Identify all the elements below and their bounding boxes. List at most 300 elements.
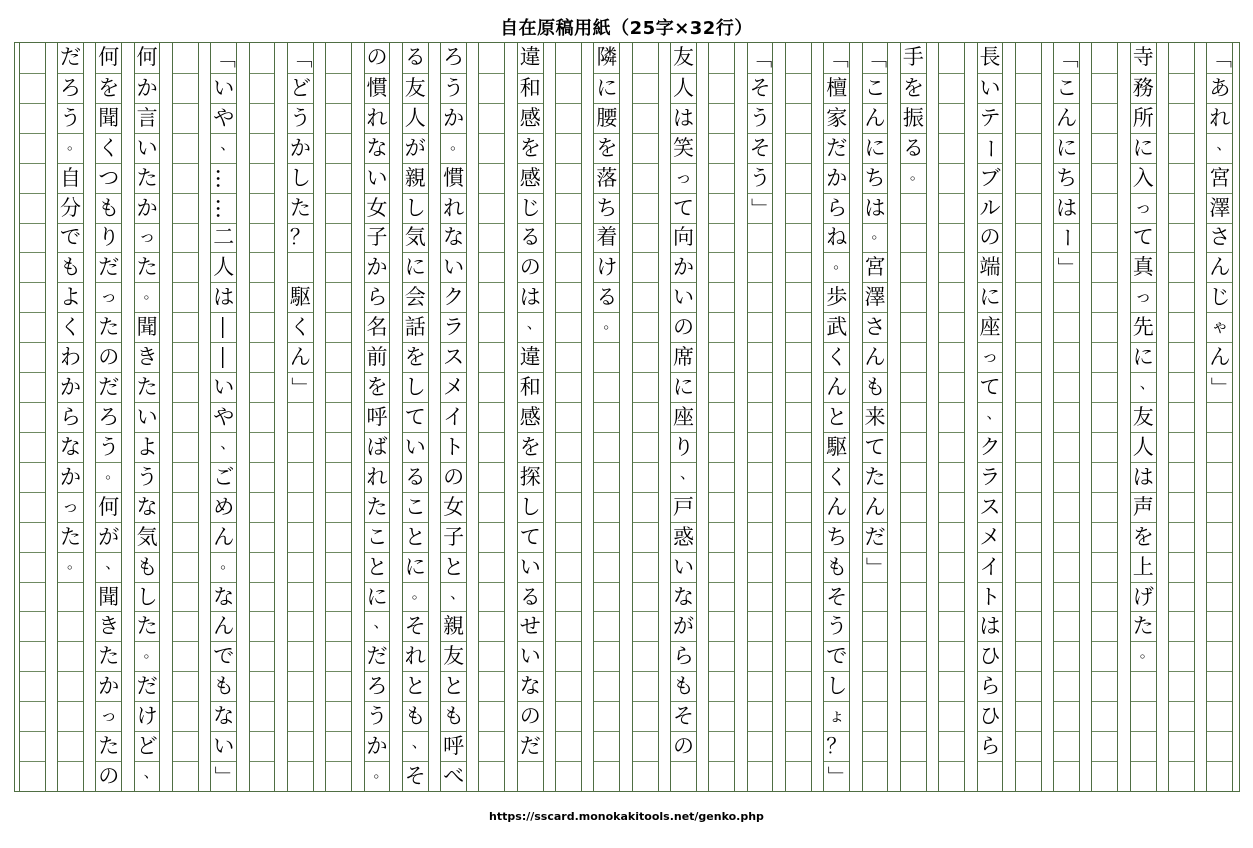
grid-cell (633, 462, 658, 492)
grid-cell (786, 103, 811, 133)
manuscript-char: 声 (1132, 494, 1154, 519)
grid-cell (709, 761, 734, 791)
grid-cell (1092, 103, 1117, 133)
grid-cell (173, 43, 198, 73)
manuscript-char: た (59, 524, 81, 549)
grid-cell (20, 133, 45, 163)
grid-cell (250, 402, 275, 432)
grid-cell (978, 163, 1003, 193)
manuscript-char: か (443, 105, 465, 130)
grid-cell (786, 282, 811, 312)
grid-cell (1169, 103, 1194, 133)
grid-cell (58, 133, 83, 163)
grid-cell (1207, 492, 1232, 522)
manuscript-char: う (59, 105, 81, 130)
grid-cell (441, 462, 466, 492)
grid-cell (96, 73, 121, 103)
grid-cell (786, 641, 811, 671)
manuscript-char: た (98, 644, 120, 669)
grid-cell (863, 522, 888, 552)
grid-cell (365, 641, 390, 671)
grid-cell (748, 701, 773, 731)
manuscript-char: 寺 (1132, 45, 1154, 70)
grid-cell (173, 372, 198, 402)
grid-cell (365, 312, 390, 342)
manuscript-char: れ (1209, 105, 1231, 130)
grid-cell (556, 462, 581, 492)
grid-cell (518, 133, 543, 163)
grid-cell (1016, 492, 1041, 522)
grid-cell (939, 671, 964, 701)
grid-cell (824, 73, 849, 103)
grid-cell (901, 193, 926, 223)
grid-cell (250, 671, 275, 701)
grid-cell (978, 701, 1003, 731)
grid-cell (1016, 133, 1041, 163)
manuscript-char: い (404, 434, 426, 459)
grid-cell (1054, 43, 1079, 73)
grid-cell (594, 522, 619, 552)
grid-cell (518, 342, 543, 372)
grid-cell (1092, 701, 1117, 731)
grid-cell (1131, 73, 1156, 103)
grid-cell (288, 133, 313, 163)
grid-cell (786, 372, 811, 402)
grid-cell (556, 761, 581, 791)
grid-cell (633, 522, 658, 552)
grid-cell (518, 103, 543, 133)
manuscript-char: い (136, 404, 158, 429)
manuscript-char: こ (1056, 75, 1078, 100)
manuscript-char: よ (59, 285, 81, 310)
grid-cell (326, 252, 351, 282)
grid-cell (250, 731, 275, 761)
manuscript-char: り (672, 434, 694, 459)
grid-cell (939, 223, 964, 253)
grid-cell (786, 582, 811, 612)
grid-cell (326, 492, 351, 522)
grid-cell (709, 312, 734, 342)
grid-cell (824, 43, 849, 73)
grid-cell (1092, 43, 1117, 73)
grid-cell (1016, 671, 1041, 701)
grid-cell (518, 701, 543, 731)
manuscript-char: 何 (98, 494, 120, 519)
manuscript-char: の (519, 255, 541, 280)
grid-cell (709, 462, 734, 492)
manuscript-char: 「 (212, 47, 237, 69)
manuscript-char: か (826, 165, 848, 190)
grid-cell (403, 492, 428, 522)
grid-cell (939, 43, 964, 73)
manuscript-char: そ (404, 764, 426, 789)
manuscript-char: 、 (143, 763, 159, 782)
grid-cell (633, 372, 658, 402)
grid-cell (250, 432, 275, 462)
grid-cell (671, 282, 696, 312)
grid-cell (633, 342, 658, 372)
manuscript-char: 駆 (289, 285, 311, 310)
manuscript-char: つ (98, 165, 120, 190)
grid-cell (479, 252, 504, 282)
grid-cell (1169, 731, 1194, 761)
grid-cell (748, 761, 773, 791)
manuscript-char: っ (1134, 197, 1152, 218)
manuscript-char: か (59, 375, 81, 400)
grid-cell (824, 492, 849, 522)
grid-cell (748, 282, 773, 312)
manuscript-char: 澤 (864, 285, 886, 310)
grid-cell (288, 582, 313, 612)
grid-cell (824, 282, 849, 312)
manuscript-char: 感 (519, 105, 541, 130)
manuscript-char: し (136, 584, 158, 609)
grid-cell (1016, 522, 1041, 552)
grid-cell (1207, 522, 1232, 552)
grid-cell (594, 761, 619, 791)
grid-cell (518, 163, 543, 193)
grid-cell (633, 641, 658, 671)
manuscript-char: い (672, 554, 694, 579)
grid-cell (748, 372, 773, 402)
grid-cell (671, 103, 696, 133)
grid-cell (556, 701, 581, 731)
manuscript-char: メ (443, 375, 465, 400)
grid-cell (978, 641, 1003, 671)
grid-cell (135, 43, 160, 73)
grid-cell (1054, 193, 1079, 223)
grid-cell (939, 582, 964, 612)
manuscript-char: は (979, 614, 1001, 639)
manuscript-char: や (213, 404, 235, 429)
grid-cell (403, 282, 428, 312)
grid-cell (58, 432, 83, 462)
manuscript-char: に (672, 375, 694, 400)
manuscript-char: け (136, 704, 158, 729)
manuscript-char: 友 (404, 75, 426, 100)
grid-cell (326, 193, 351, 223)
grid-cell (863, 133, 888, 163)
grid-cell (211, 402, 236, 432)
grid-cell (441, 402, 466, 432)
grid-cell (135, 611, 160, 641)
manuscript-char: 、 (373, 613, 389, 632)
grid-cell (96, 282, 121, 312)
grid-cell (1207, 73, 1232, 103)
grid-cell (441, 701, 466, 731)
grid-cell (824, 552, 849, 582)
grid-cell (365, 402, 390, 432)
grid-cell (518, 252, 543, 282)
manuscript-char: 友 (443, 644, 465, 669)
grid-cell (479, 163, 504, 193)
grid-cell (96, 372, 121, 402)
manuscript-char: ど (289, 75, 311, 100)
grid-cell (1054, 402, 1079, 432)
grid-cell (479, 193, 504, 223)
grid-cell (1054, 492, 1079, 522)
grid-cell (939, 462, 964, 492)
manuscript-line (210, 43, 237, 791)
grid-cell (901, 671, 926, 701)
grid-cell (939, 163, 964, 193)
grid-cell (594, 402, 619, 432)
manuscript-line (555, 43, 582, 791)
grid-cell (135, 163, 160, 193)
manuscript-char: 惑 (672, 524, 694, 549)
manuscript-char: を (1132, 524, 1154, 549)
grid-cell (326, 402, 351, 432)
manuscript-char: イ (443, 404, 465, 429)
grid-cell (901, 133, 926, 163)
grid-cell (365, 43, 390, 73)
grid-cell (288, 641, 313, 671)
grid-cell (748, 731, 773, 761)
grid-cell (211, 761, 236, 791)
grid-cell (1016, 342, 1041, 372)
grid-cell (748, 402, 773, 432)
manuscript-char: 呼 (366, 404, 388, 429)
manuscript-char: い (519, 554, 541, 579)
manuscript-char: 」 (748, 197, 773, 219)
grid-cell (403, 611, 428, 641)
manuscript-char: べ (443, 764, 465, 789)
grid-cell (479, 372, 504, 402)
manuscript-char: 。 (909, 164, 925, 183)
grid-cell (709, 73, 734, 103)
grid-cell (1092, 492, 1117, 522)
grid-cell (20, 252, 45, 282)
grid-cell (250, 761, 275, 791)
grid-cell (556, 671, 581, 701)
grid-cell (709, 342, 734, 372)
manuscript-char: も (826, 554, 848, 579)
grid-cell (20, 611, 45, 641)
manuscript-char: か (98, 674, 120, 699)
manuscript-char: 親 (443, 614, 465, 639)
grid-cell (365, 671, 390, 701)
manuscript-char: う (98, 434, 120, 459)
grid-cell (1054, 282, 1079, 312)
grid-cell (173, 133, 198, 163)
grid-cell (20, 522, 45, 552)
manuscript-char: て (672, 195, 694, 220)
grid-cell (863, 103, 888, 133)
grid-cell (58, 223, 83, 253)
manuscript-line (823, 43, 850, 791)
grid-cell (786, 522, 811, 552)
grid-cell (978, 582, 1003, 612)
manuscript-char: 「 (1055, 47, 1080, 69)
grid-cell (135, 641, 160, 671)
grid-cell (441, 731, 466, 761)
grid-cell (211, 43, 236, 73)
manuscript-char: 入 (1132, 165, 1154, 190)
grid-cell (211, 223, 236, 253)
manuscript-line (593, 43, 620, 791)
grid-cell (326, 582, 351, 612)
manuscript-char: ラ (979, 464, 1001, 489)
grid-cell (824, 402, 849, 432)
grid-cell (1169, 671, 1194, 701)
grid-cell (978, 492, 1003, 522)
grid-cell (786, 731, 811, 761)
manuscript-char: ら (979, 674, 1001, 699)
grid-cell (633, 193, 658, 223)
grid-cell (1169, 372, 1194, 402)
manuscript-char: う (136, 464, 158, 489)
grid-cell (173, 641, 198, 671)
grid-cell (250, 552, 275, 582)
grid-cell (135, 312, 160, 342)
manuscript-char: な (672, 584, 694, 609)
grid-cell (96, 671, 121, 701)
grid-cell (709, 552, 734, 582)
grid-cell (135, 342, 160, 372)
grid-cell (901, 462, 926, 492)
grid-cell (1092, 522, 1117, 552)
grid-cell (1207, 761, 1232, 791)
grid-cell (326, 312, 351, 342)
grid-cell (863, 611, 888, 641)
grid-cell (288, 43, 313, 73)
manuscript-char: 腰 (596, 105, 618, 130)
grid-cell (20, 223, 45, 253)
grid-cell (863, 761, 888, 791)
grid-cell (211, 552, 236, 582)
grid-cell (518, 193, 543, 223)
grid-cell (633, 43, 658, 73)
grid-cell (1131, 193, 1156, 223)
grid-cell (939, 552, 964, 582)
manuscript-char: ち (1056, 165, 1078, 190)
grid-cell (1092, 761, 1117, 791)
grid-cell (250, 492, 275, 522)
grid-cell (20, 193, 45, 223)
grid-cell (901, 402, 926, 432)
grid-cell (863, 492, 888, 522)
manuscript-char: れ (404, 644, 426, 669)
manuscript-char: 何 (98, 45, 120, 70)
grid-cell (58, 402, 83, 432)
grid-cell (709, 252, 734, 282)
manuscript-char: 。 (603, 314, 619, 333)
grid-cell (173, 671, 198, 701)
manuscript-char: 何 (136, 45, 158, 70)
grid-cell (1016, 43, 1041, 73)
grid-cell (365, 582, 390, 612)
grid-cell (901, 73, 926, 103)
manuscript-char: 人 (404, 105, 426, 130)
grid-cell (1016, 252, 1041, 282)
grid-cell (671, 43, 696, 73)
manuscript-char: や (213, 105, 235, 130)
grid-cell (288, 73, 313, 103)
manuscript-char: … (212, 167, 237, 189)
manuscript-char: う (826, 614, 848, 639)
manuscript-char: 人 (672, 75, 694, 100)
manuscript-char: な (443, 225, 465, 250)
grid-cell (709, 372, 734, 402)
grid-cell (671, 761, 696, 791)
footer-url[interactable]: https://sscard.monokakitools.net/genko.php (489, 810, 764, 823)
manuscript-char: 子 (366, 225, 388, 250)
grid-cell (96, 133, 121, 163)
manuscript-char: だ (519, 734, 541, 759)
grid-cell (211, 462, 236, 492)
grid-cell (58, 103, 83, 133)
manuscript-char: 。 (450, 134, 466, 153)
grid-cell (671, 552, 696, 582)
grid-cell (709, 492, 734, 522)
grid-cell (518, 432, 543, 462)
grid-cell (173, 701, 198, 731)
grid-cell (1207, 342, 1232, 372)
manuscript-line (1206, 43, 1233, 791)
grid-cell (441, 73, 466, 103)
manuscript-char: 言 (136, 105, 158, 130)
manuscript-char: と (366, 554, 388, 579)
grid-cell (594, 701, 619, 731)
grid-cell (441, 252, 466, 282)
grid-cell (901, 43, 926, 73)
grid-cell (20, 103, 45, 133)
grid-cell (403, 372, 428, 402)
manuscript-char: る (404, 464, 426, 489)
manuscript-char: 、 (220, 433, 236, 452)
grid-cell (1169, 582, 1194, 612)
manuscript-char: 、 (105, 553, 121, 572)
grid-cell (786, 671, 811, 701)
manuscript-char: て (519, 524, 541, 549)
manuscript-char: 真 (1132, 255, 1154, 280)
grid-cell (901, 282, 926, 312)
grid-cell (326, 73, 351, 103)
grid-cell (709, 223, 734, 253)
manuscript-char: れ (366, 105, 388, 130)
grid-cell (978, 73, 1003, 103)
grid-cell (20, 163, 45, 193)
grid-cell (173, 163, 198, 193)
grid-cell (518, 552, 543, 582)
grid-cell (786, 163, 811, 193)
grid-cell (671, 701, 696, 731)
manuscript-char: と (404, 674, 426, 699)
manuscript-char: ん (213, 614, 235, 639)
manuscript-char: る (519, 225, 541, 250)
manuscript-char: き (98, 614, 120, 639)
grid-cell (939, 731, 964, 761)
manuscript-line (708, 43, 735, 791)
manuscript-char: を (98, 75, 120, 100)
grid-cell (671, 582, 696, 612)
grid-cell (594, 462, 619, 492)
manuscript-char: 着 (596, 225, 618, 250)
manuscript-char: 友 (1132, 404, 1154, 429)
grid-cell (1054, 701, 1079, 731)
grid-cell (1054, 731, 1079, 761)
grid-cell (556, 163, 581, 193)
manuscript-char: そ (404, 614, 426, 639)
manuscript-char: て (979, 375, 1001, 400)
grid-cell (901, 372, 926, 402)
grid-cell (978, 43, 1003, 73)
grid-cell (20, 462, 45, 492)
grid-cell (250, 223, 275, 253)
grid-cell (671, 163, 696, 193)
grid-cell (403, 701, 428, 731)
grid-cell (173, 223, 198, 253)
